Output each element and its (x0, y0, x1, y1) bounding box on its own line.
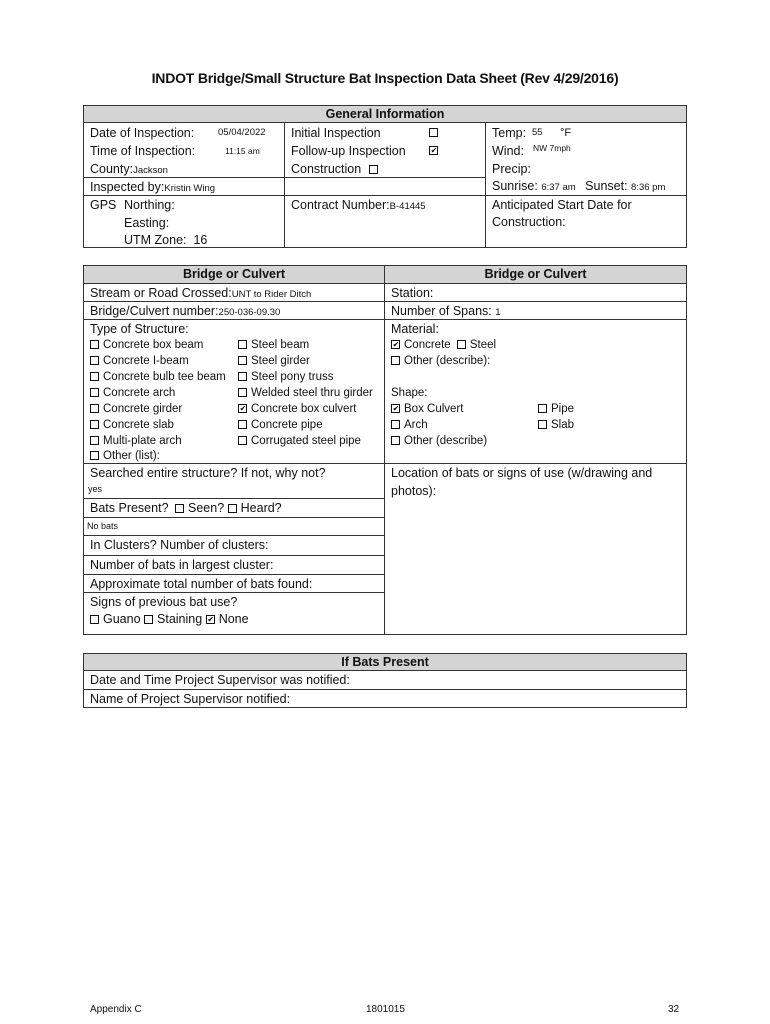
county-value[interactable]: Jackson (133, 165, 168, 176)
contract-row (291, 197, 426, 215)
bridge-header-left: Bridge or Culvert (83, 265, 385, 284)
initial-inspection-label: Initial Inspection (291, 126, 381, 140)
wind-label: Wind: (492, 144, 524, 158)
shape-option[interactable] (538, 402, 574, 417)
type-option[interactable] (90, 354, 189, 369)
type-label: Steel beam (251, 339, 310, 351)
material-concrete-checkbox[interactable] (391, 340, 400, 349)
type-option[interactable] (90, 402, 182, 417)
type-checkbox[interactable] (90, 404, 99, 413)
seen-label: Seen? (188, 501, 225, 515)
time-of-inspection-value[interactable]: 11:15 am (225, 146, 260, 156)
sunset-label: Sunset: (585, 179, 628, 193)
start-date-label-2: Construction: (492, 215, 566, 229)
guano-checkbox[interactable] (90, 615, 99, 624)
initial-inspection-checkbox[interactable] (429, 128, 438, 137)
guano-label: Guano (103, 612, 141, 626)
inspected-by-value[interactable]: Kristin Wing (164, 183, 216, 194)
shape-option[interactable] (391, 402, 463, 417)
contract-number-label: Contract Number: (291, 198, 390, 212)
type-option[interactable] (238, 338, 309, 353)
spans-label: Number of Spans: (391, 304, 492, 318)
type-label: Concrete girder (103, 403, 183, 415)
contract-number-value[interactable]: B-41445 (389, 201, 426, 212)
easting-label: Easting: (124, 216, 170, 230)
material-concrete-label: Concrete (404, 339, 451, 351)
shape-slab-checkbox[interactable] (538, 420, 547, 429)
shape-box-label: Box Culvert (404, 403, 464, 415)
type-option[interactable] (90, 386, 175, 401)
type-option[interactable] (238, 370, 333, 385)
construction-label: Construction (291, 162, 362, 176)
type-checkbox[interactable] (238, 340, 247, 349)
bridge-number-value[interactable]: 250-036-09.30 (218, 307, 281, 318)
shape-other-checkbox[interactable] (391, 436, 400, 445)
shape-arch-label: Arch (404, 419, 428, 431)
footer-page-number: 32 (668, 1004, 680, 1015)
type-label: Concrete bulb tee beam (103, 371, 226, 383)
bats-present-checkbox[interactable] (175, 504, 184, 513)
material-row (391, 338, 496, 353)
searched-label: Searched entire structure? If not, why not? (90, 466, 326, 480)
type-option[interactable] (238, 418, 323, 433)
type-label: Steel pony truss (251, 371, 334, 383)
location-label: Location of bats or signs of use (w/drawing and (391, 466, 653, 480)
type-option[interactable] (238, 402, 356, 417)
type-checkbox[interactable] (90, 356, 99, 365)
sunrise-value[interactable]: 6:37 am (541, 182, 576, 193)
type-label: Concrete slab (103, 419, 174, 431)
type-checkbox[interactable] (238, 388, 247, 397)
bats-present-value[interactable]: No bats (87, 521, 119, 531)
inspected-by-label: Inspected by: (90, 180, 165, 194)
utm-zone-label: UTM Zone: 16 (124, 233, 208, 247)
type-checkbox[interactable] (90, 388, 99, 397)
type-checkbox[interactable] (90, 372, 99, 381)
footer-center: 1801015 (366, 1004, 405, 1015)
clusters-label: In Clusters? Number of clusters: (90, 538, 269, 552)
temp-label: Temp: (492, 126, 527, 140)
shape-option[interactable] (391, 434, 487, 449)
date-of-inspection-label: Date of Inspection: (90, 126, 195, 140)
type-of-structure-label: Type of Structure: (90, 322, 189, 336)
date-of-inspection-value[interactable]: 05/04/2022 (218, 127, 266, 138)
supervisor-notified-label: Date and Time Project Supervisor was notified: (90, 673, 350, 687)
spans-row (391, 303, 501, 321)
followup-inspection-checkbox[interactable] (429, 146, 438, 155)
northing-label: Northing: (124, 198, 175, 212)
material-steel-label: Steel (469, 339, 497, 351)
if-bats-header: If Bats Present (83, 653, 687, 671)
none-label: None (218, 612, 249, 626)
signs-label: Signs of previous bat use? (90, 595, 238, 609)
supervisor-name-label: Name of Project Supervisor notified: (90, 692, 291, 706)
material-other-label: Other (describe): (404, 355, 491, 367)
type-checkbox[interactable] (238, 436, 247, 445)
type-label: Corrugated steel pipe (251, 435, 361, 447)
material-other-row (391, 354, 490, 369)
construction-checkbox[interactable] (369, 165, 378, 174)
shape-arch-checkbox[interactable] (391, 420, 400, 429)
type-option[interactable] (238, 386, 373, 401)
shape-slab-label: Slab (551, 419, 575, 431)
seen-checkbox[interactable] (228, 504, 237, 513)
type-checkbox[interactable] (238, 420, 247, 429)
page-title: INDOT Bridge/Small Structure Bat Inspection Data Sheet (Rev 4/29/2016) (151, 70, 619, 86)
shape-other-label: Other (describe) (404, 435, 488, 447)
type-option[interactable] (90, 370, 226, 385)
precip-label: Precip: (492, 162, 531, 176)
sunrise-label: Sunrise: (492, 179, 538, 193)
type-option[interactable] (90, 434, 182, 449)
station-label: Station: (391, 286, 434, 300)
construction-row (291, 161, 382, 177)
searched-value[interactable]: yes (88, 484, 103, 494)
type-label: Concrete pipe (251, 419, 323, 431)
spans-value[interactable]: 1 (495, 307, 501, 318)
county-row (90, 161, 168, 179)
time-of-inspection-label: Time of Inspection: (90, 144, 196, 158)
type-option[interactable] (90, 449, 160, 464)
type-option[interactable] (90, 418, 174, 433)
followup-inspection-label: Follow-up Inspection (291, 144, 406, 158)
stream-value[interactable]: UNT to Rider Ditch (231, 289, 312, 300)
shape-label: Shape: (391, 387, 428, 399)
type-label: Steel girder (251, 355, 310, 367)
shape-option[interactable] (538, 418, 574, 433)
type-label: Concrete I-beam (103, 355, 189, 367)
type-checkbox[interactable] (90, 451, 99, 460)
type-checkbox[interactable] (238, 372, 247, 381)
type-option[interactable] (238, 434, 361, 449)
shape-option[interactable] (391, 418, 428, 433)
none-checkbox[interactable] (206, 615, 215, 624)
temp-value[interactable]: 55 (532, 127, 543, 138)
material-steel-checkbox[interactable] (457, 340, 466, 349)
type-checkbox[interactable] (238, 356, 247, 365)
footer-left: Appendix C (90, 1004, 142, 1015)
type-option[interactable] (238, 354, 310, 369)
type-option[interactable] (90, 338, 203, 353)
start-date-label: Anticipated Start Date for (492, 198, 632, 212)
bridge-number-row (90, 303, 280, 321)
type-label: Concrete arch (103, 387, 176, 399)
bats-present-row (90, 500, 282, 516)
sunset-value[interactable]: 8:36 pm (631, 182, 666, 193)
shape-pipe-label: Pipe (551, 403, 575, 415)
material-other-checkbox[interactable] (391, 356, 400, 365)
inspected-by-row (90, 179, 215, 197)
type-checkbox[interactable] (90, 420, 99, 429)
type-checkbox[interactable] (90, 340, 99, 349)
gps-label: GPS (90, 198, 117, 212)
location-label-2: photos): (391, 484, 437, 498)
temp-unit: °F (560, 127, 572, 139)
county-label: County: (90, 162, 134, 176)
bridge-header-right: Bridge or Culvert (384, 265, 687, 284)
material-label: Material: (391, 322, 439, 336)
type-label: Other (list): (103, 450, 160, 462)
type-label: Welded steel thru girder (251, 387, 373, 399)
type-checkbox[interactable] (90, 436, 99, 445)
largest-cluster-label: Number of bats in largest cluster: (90, 558, 274, 572)
wind-value[interactable]: NW 7mph (533, 143, 571, 153)
shape-pipe-checkbox[interactable] (538, 404, 547, 413)
sun-row (492, 178, 665, 196)
type-label: Concrete box culvert (251, 403, 357, 415)
general-info-header: General Information (83, 105, 687, 123)
bridge-number-label: Bridge/Culvert number: (90, 304, 219, 318)
bats-present-label: Bats Present? (90, 501, 169, 515)
type-label: Concrete box beam (103, 339, 204, 351)
staining-label: Staining (157, 612, 203, 626)
shape-box-checkbox[interactable] (391, 404, 400, 413)
total-bats-label: Approximate total number of bats found: (90, 577, 313, 591)
type-label: Multi-plate arch (103, 435, 182, 447)
stream-row (90, 285, 311, 303)
signs-row (90, 611, 249, 627)
stream-label: Stream or Road Crossed: (90, 286, 232, 300)
type-checkbox-checked[interactable] (238, 404, 247, 413)
heard-label: Heard? (240, 501, 282, 515)
staining-checkbox[interactable] (144, 615, 153, 624)
